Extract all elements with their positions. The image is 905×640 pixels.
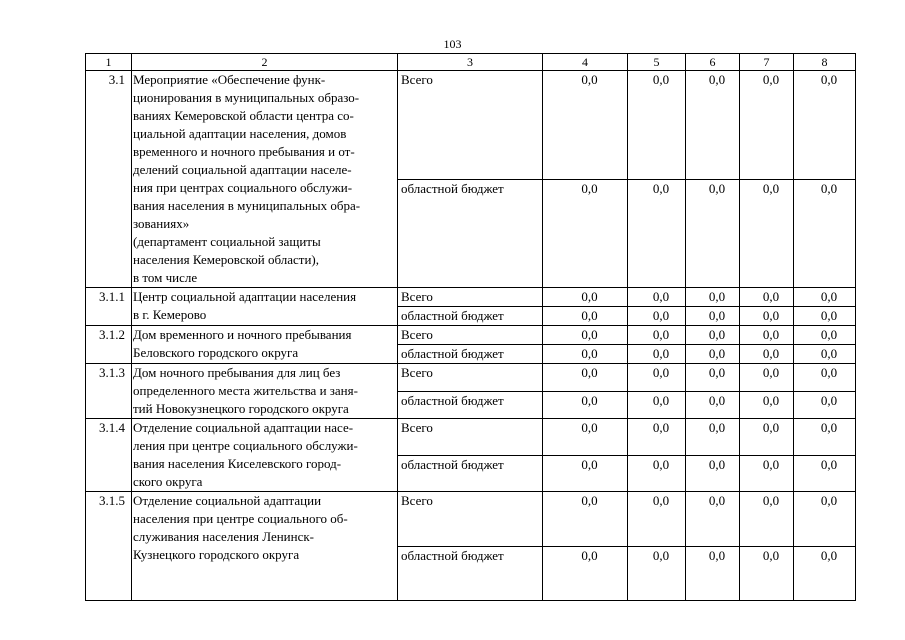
value-cell: 0,0 xyxy=(543,492,628,547)
value-cell: 0,0 xyxy=(740,345,794,364)
value-cell: 0,0 xyxy=(794,307,856,326)
row-name-line: ния при центрах социального обслужи- xyxy=(133,180,353,195)
value-cell: 0,0 xyxy=(628,391,686,419)
header-cell: 7 xyxy=(740,54,794,71)
row-name-line: тий Новокузнецкого городского округа xyxy=(133,401,349,416)
row-name-line: Кузнецкого городского округа xyxy=(133,547,300,562)
row-name-line: ваниях Кемеровской области центра со- xyxy=(133,108,354,123)
value-cell: 0,0 xyxy=(794,546,856,601)
value-cell: 0,0 xyxy=(686,179,740,288)
row-name xyxy=(132,71,398,288)
budget-table xyxy=(85,53,856,601)
value-cell: 0,0 xyxy=(740,326,794,345)
value-cell: 0,0 xyxy=(628,546,686,601)
value-cell: 0,0 xyxy=(628,419,686,456)
row-name-line: Отделение социальной адаптации xyxy=(133,493,322,508)
header-cell: 5 xyxy=(628,54,686,71)
funding-source: Всего xyxy=(398,419,543,456)
row-code: 3.1.3 xyxy=(86,364,132,419)
value-cell: 0,0 xyxy=(740,307,794,326)
row-code: 3.1.2 xyxy=(86,326,132,364)
value-cell: 0,0 xyxy=(543,419,628,456)
row-name-line: делений социальной адаптации населе- xyxy=(133,162,352,177)
value-cell: 0,0 xyxy=(628,492,686,547)
value-cell: 0,0 xyxy=(686,288,740,307)
value-cell: 0,0 xyxy=(794,391,856,419)
value-cell: 0,0 xyxy=(686,364,740,392)
funding-source: областной бюджет xyxy=(398,307,543,326)
row-code: 3.1.5 xyxy=(86,492,132,601)
value-cell: 0,0 xyxy=(686,71,740,180)
value-cell: 0,0 xyxy=(686,455,740,492)
value-cell: 0,0 xyxy=(794,492,856,547)
value-cell: 0,0 xyxy=(740,492,794,547)
value-cell: 0,0 xyxy=(628,179,686,288)
value-cell: 0,0 xyxy=(794,326,856,345)
row-code: 3.1.1 xyxy=(86,288,132,326)
row-name-line: определенного места жительства и заня- xyxy=(133,383,358,398)
value-cell: 0,0 xyxy=(740,71,794,180)
row-name-line: Отделение социальной адаптации насе- xyxy=(133,420,354,435)
value-cell: 0,0 xyxy=(740,391,794,419)
funding-source: областной бюджет xyxy=(398,391,543,419)
row-name-line: ления при центре социального обслужи- xyxy=(133,438,358,453)
row-name-line: Беловского городского округа xyxy=(133,345,299,360)
row-name-line: служивания населения Ленинск- xyxy=(133,529,315,544)
header-cell: 4 xyxy=(543,54,628,71)
page-number: 103 xyxy=(443,37,462,51)
value-cell: 0,0 xyxy=(628,364,686,392)
table-row xyxy=(86,326,856,345)
table-row xyxy=(86,71,856,180)
value-cell: 0,0 xyxy=(686,391,740,419)
value-cell: 0,0 xyxy=(740,546,794,601)
row-name-line: временного и ночного пребывания и от- xyxy=(133,144,355,159)
value-cell: 0,0 xyxy=(740,179,794,288)
row-name-line: Дом временного и ночного пребывания xyxy=(133,327,352,342)
value-cell: 0,0 xyxy=(543,179,628,288)
row-name-line: Дом ночного пребывания для лиц без xyxy=(133,365,341,380)
funding-source: Всего xyxy=(398,326,543,345)
value-cell: 0,0 xyxy=(628,307,686,326)
row-name-line: Центр социальной адаптации населения xyxy=(133,289,357,304)
value-cell: 0,0 xyxy=(543,345,628,364)
row-name xyxy=(132,492,398,601)
funding-source: Всего xyxy=(398,492,543,547)
value-cell: 0,0 xyxy=(543,326,628,345)
value-cell: 0,0 xyxy=(543,364,628,392)
row-code: 3.1.4 xyxy=(86,419,132,492)
row-name-line: (департамент социальной защиты xyxy=(133,234,321,249)
header-row xyxy=(86,54,856,71)
row-name-line: зованиях» xyxy=(133,216,190,231)
row-name xyxy=(132,326,398,364)
value-cell: 0,0 xyxy=(628,71,686,180)
row-name-line: Мероприятие «Обеспечение функ- xyxy=(133,72,326,87)
funding-source: областной бюджет xyxy=(398,455,543,492)
header-cell: 3 xyxy=(398,54,543,71)
funding-source: Всего xyxy=(398,364,543,392)
value-cell: 0,0 xyxy=(628,345,686,364)
row-name-line: населения Кемеровской области), xyxy=(133,252,319,267)
header-cell: 6 xyxy=(686,54,740,71)
table-row xyxy=(86,419,856,456)
table-row xyxy=(86,364,856,392)
value-cell: 0,0 xyxy=(794,179,856,288)
funding-source: областной бюджет xyxy=(398,345,543,364)
row-name-line: ского округа xyxy=(133,474,203,489)
value-cell: 0,0 xyxy=(686,546,740,601)
value-cell: 0,0 xyxy=(794,364,856,392)
row-name-line: населения при центре социального об- xyxy=(133,511,348,526)
table-row xyxy=(86,288,856,307)
value-cell: 0,0 xyxy=(543,71,628,180)
row-name xyxy=(132,364,398,419)
value-cell: 0,0 xyxy=(543,391,628,419)
value-cell: 0,0 xyxy=(543,288,628,307)
value-cell: 0,0 xyxy=(740,455,794,492)
value-cell: 0,0 xyxy=(740,288,794,307)
funding-source: Всего xyxy=(398,288,543,307)
header-cell: 8 xyxy=(794,54,856,71)
table-row xyxy=(86,492,856,547)
row-name-line: ционирования в муниципальных образо- xyxy=(133,90,360,105)
funding-source: областной бюджет xyxy=(398,546,543,601)
value-cell: 0,0 xyxy=(543,546,628,601)
row-name xyxy=(132,288,398,326)
row-name xyxy=(132,419,398,492)
value-cell: 0,0 xyxy=(794,455,856,492)
header-cell: 1 xyxy=(86,54,132,71)
row-name-line: в г. Кемерово xyxy=(133,307,207,322)
value-cell: 0,0 xyxy=(686,492,740,547)
value-cell: 0,0 xyxy=(686,307,740,326)
value-cell: 0,0 xyxy=(686,419,740,456)
value-cell: 0,0 xyxy=(628,288,686,307)
value-cell: 0,0 xyxy=(628,455,686,492)
value-cell: 0,0 xyxy=(794,288,856,307)
funding-source: областной бюджет xyxy=(398,179,543,288)
value-cell: 0,0 xyxy=(740,419,794,456)
funding-source: Всего xyxy=(398,71,543,180)
value-cell: 0,0 xyxy=(794,71,856,180)
header-cell: 2 xyxy=(132,54,398,71)
row-name-line: вания населения Киселевского город- xyxy=(133,456,342,471)
value-cell: 0,0 xyxy=(794,345,856,364)
row-code: 3.1 xyxy=(86,71,132,288)
value-cell: 0,0 xyxy=(686,345,740,364)
value-cell: 0,0 xyxy=(543,455,628,492)
value-cell: 0,0 xyxy=(740,364,794,392)
row-name-line: циальной адаптации населения, домов xyxy=(133,126,347,141)
row-name-line: в том числе xyxy=(133,270,198,285)
value-cell: 0,0 xyxy=(794,419,856,456)
value-cell: 0,0 xyxy=(543,307,628,326)
value-cell: 0,0 xyxy=(628,326,686,345)
value-cell: 0,0 xyxy=(686,326,740,345)
row-name-line: вания населения в муниципальных обра- xyxy=(133,198,361,213)
